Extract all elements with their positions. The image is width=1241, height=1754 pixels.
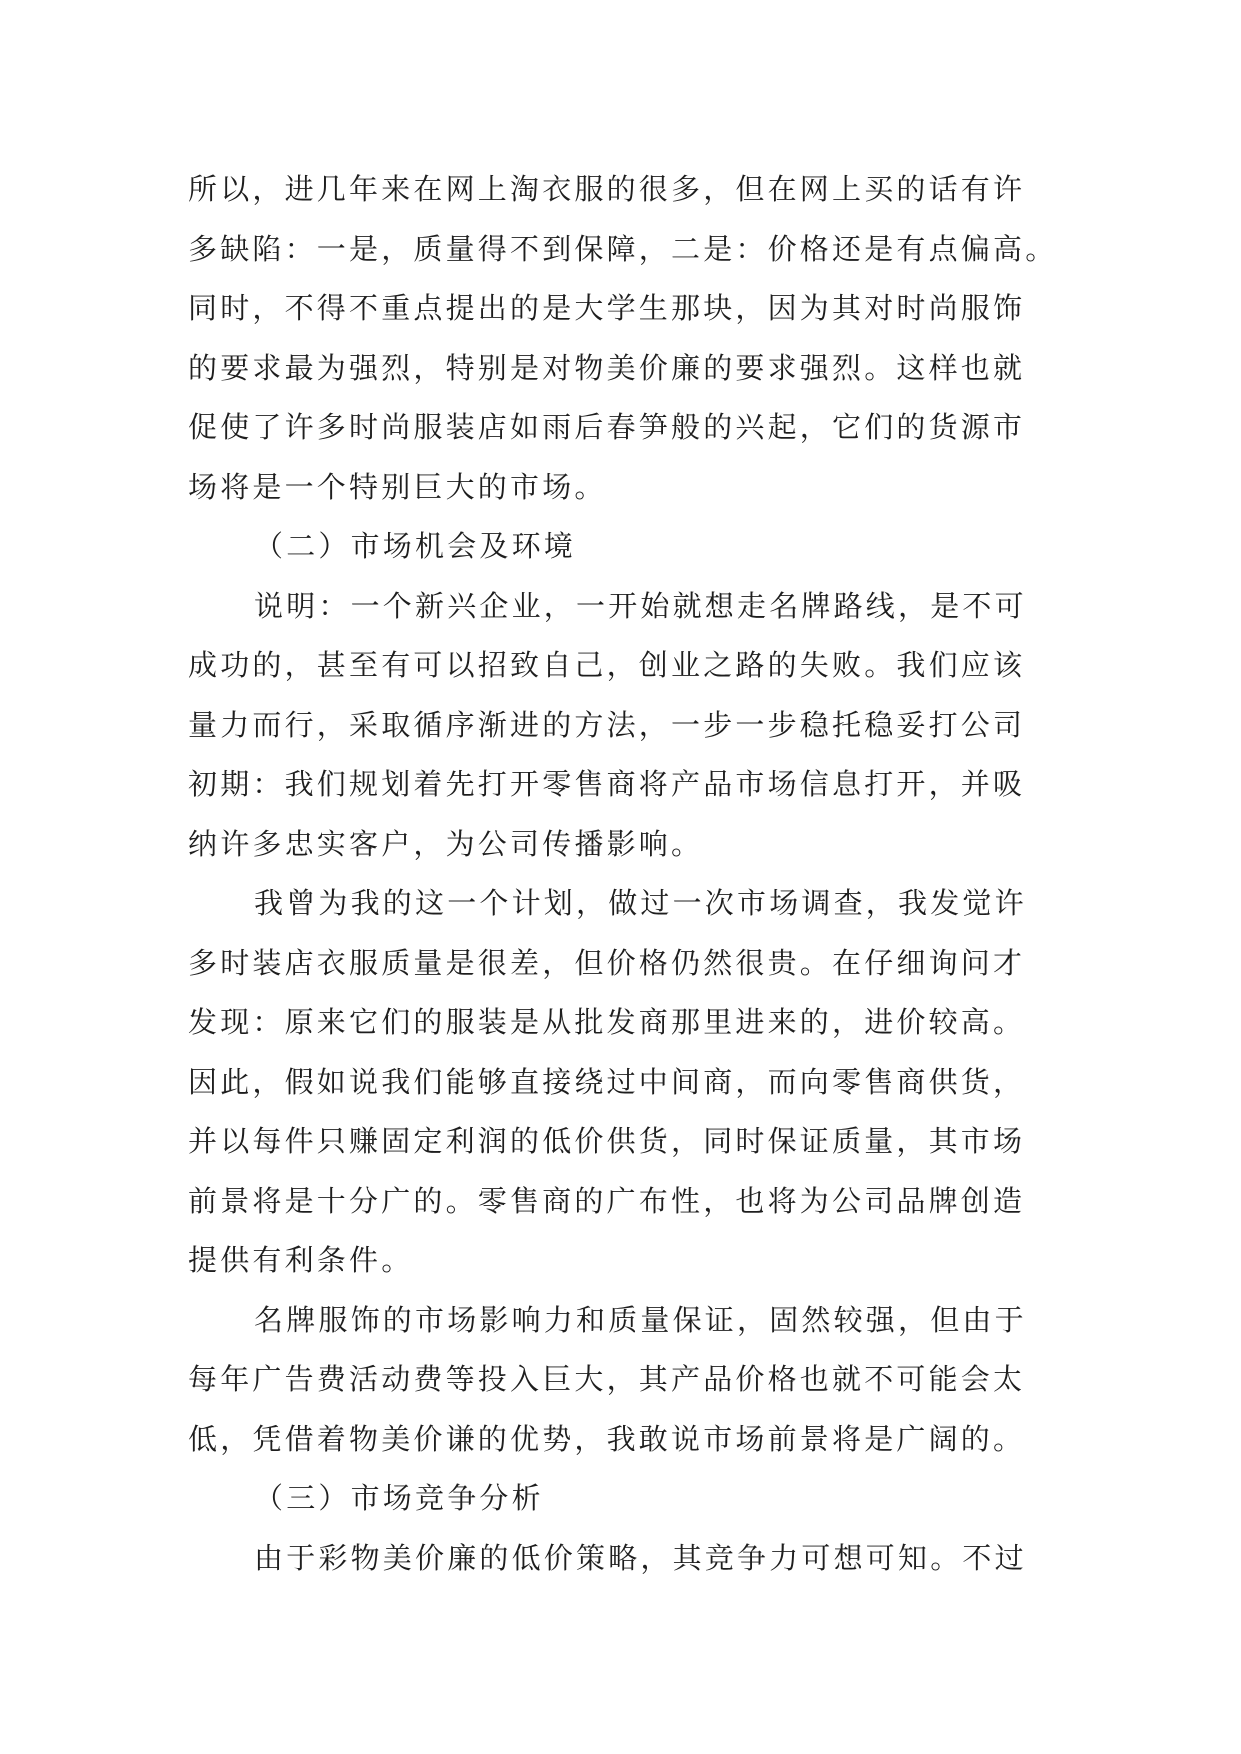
body-line: 的要求最为强烈，特别是对物美价廉的要求强烈。这样也就 bbox=[188, 350, 1026, 385]
body-line: 促使了许多时尚服装店如雨后春笋般的兴起，它们的货源市 bbox=[188, 410, 1026, 444]
body-line: 发现：原来它们的服装是从批发商那里进来的，进价较高。 bbox=[188, 1005, 1026, 1039]
body-line: 我曾为我的这一个计划，做过一次市场调查，我发觉许 bbox=[254, 886, 1027, 920]
body-line: 多缺陷：一是，质量得不到保障，二是：价格还是有点偏高。 bbox=[188, 231, 1058, 266]
body-line: 每年广告费活动费等投入巨大，其产品价格也就不可能会太 bbox=[188, 1362, 1026, 1396]
body-line: 因此，假如说我们能够直接绕过中间商，而向零售商供货， bbox=[188, 1064, 1026, 1099]
body-line: 成功的，甚至有可以招致自己，创业之路的失败。我们应该 bbox=[188, 648, 1026, 682]
body-line: 并以每件只赚固定利润的低价供货，同时保证质量，其市场 bbox=[188, 1124, 1026, 1158]
body-line: 提供有利条件。 bbox=[188, 1243, 414, 1277]
document-body bbox=[188, 160, 1060, 1588]
body-line: 初期：我们规划着先打开零售商将产品市场信息打开，并吸 bbox=[188, 767, 1026, 801]
body-line: 名牌服饰的市场影响力和质量保证，固然较强，但由于 bbox=[254, 1302, 1027, 1337]
body-line: 多时装店衣服质量是很差，但价格仍然很贵。在仔细询问才 bbox=[188, 945, 1026, 980]
body-line: 前景将是十分广的。零售商的广布性，也将为公司品牌创造 bbox=[188, 1183, 1026, 1218]
body-line: 所以，进几年来在网上淘衣服的很多，但在网上买的话有许 bbox=[188, 172, 1026, 206]
body-line: 低，凭借着物美价谦的优势，我敢说市场前景将是广阔的。 bbox=[188, 1421, 1026, 1456]
body-line: 量力而行，采取循序渐进的方法，一步一步稳托稳妥打公司 bbox=[188, 707, 1026, 742]
body-line: 说明：一个新兴企业，一开始就想走名牌路线，是不可 bbox=[254, 588, 1027, 623]
section-heading-market-opportunity: （二）市场机会及环境 bbox=[254, 529, 577, 563]
body-line: 同时，不得不重点提出的是大学生那块，因为其对时尚服饰 bbox=[188, 291, 1026, 325]
body-line: 场将是一个特别巨大的市场。 bbox=[188, 469, 607, 504]
body-line: 纳许多忠实客户，为公司传播影响。 bbox=[188, 826, 704, 861]
section-heading-competition-analysis: （三）市场竞争分析 bbox=[254, 1481, 544, 1515]
body-line: 由于彩物美价廉的低价策略，其竞争力可想可知。不过 bbox=[254, 1540, 1027, 1575]
